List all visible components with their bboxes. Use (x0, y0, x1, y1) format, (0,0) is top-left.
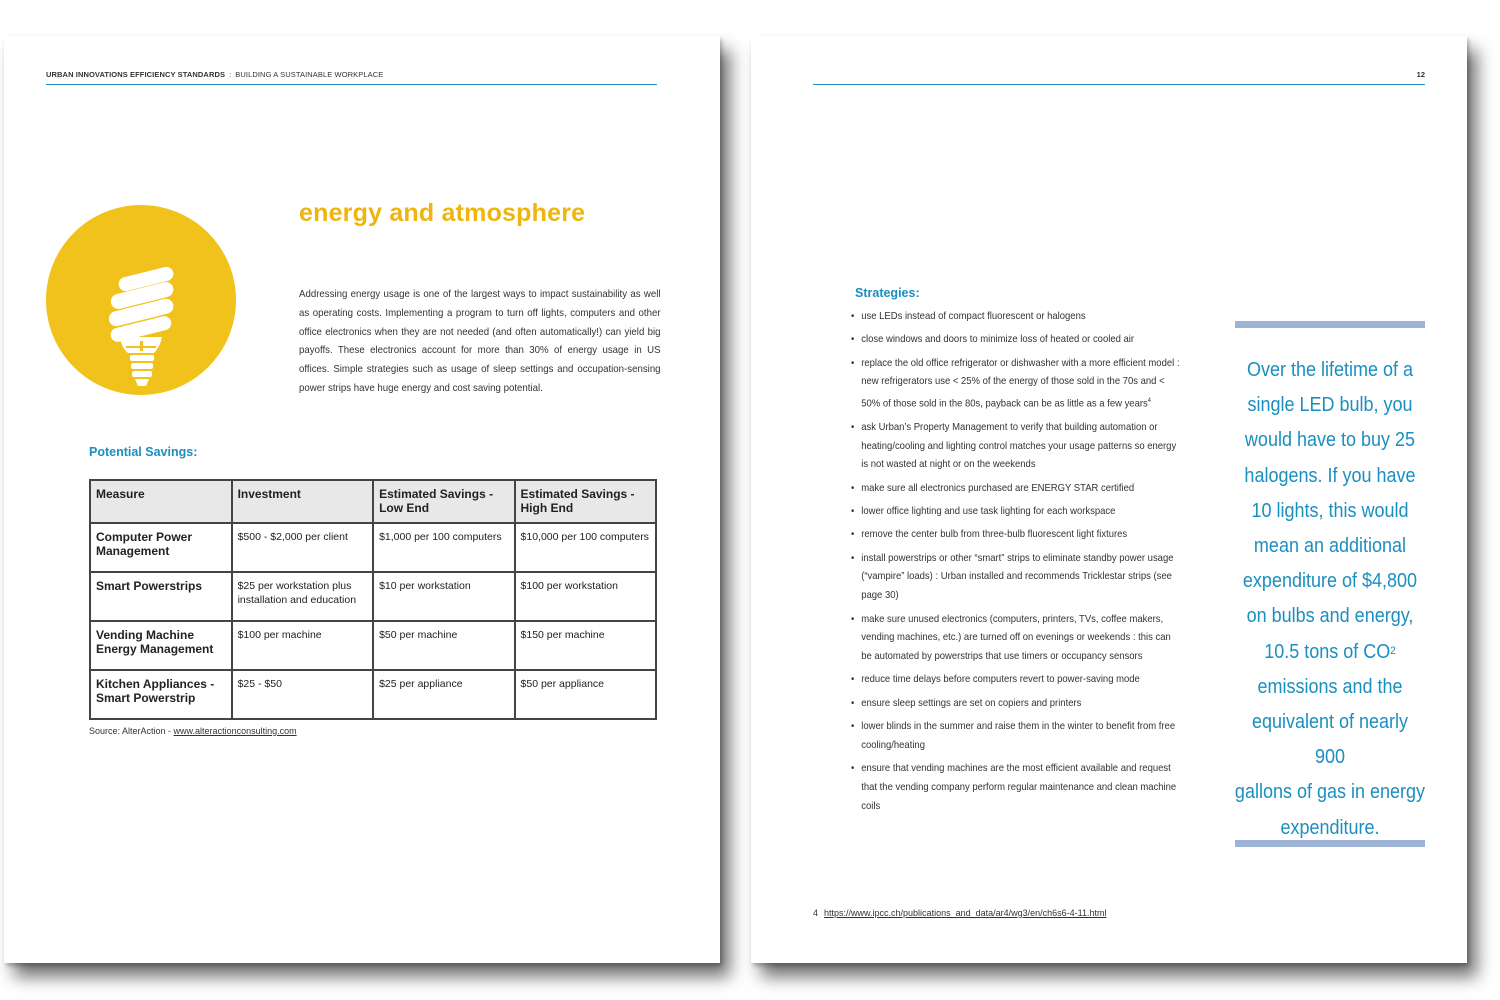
column-header: Estimated Savings - High End (515, 480, 656, 523)
savings-low-cell: $25 per appliance (373, 670, 514, 719)
quote-line: would have to buy 25 (1244, 429, 1416, 452)
quote-line: Over the lifetime of a (1246, 359, 1414, 381)
quote-line: mean an additional (1253, 535, 1407, 558)
potential-savings-heading: Potential Savings: (89, 445, 198, 459)
table-row (90, 621, 656, 670)
strategies-list (851, 308, 1180, 821)
quote-line: equivalent of nearly 900 (1251, 711, 1409, 769)
running-header (46, 70, 657, 85)
table-header-row (90, 480, 656, 523)
savings-high-cell: $100 per workstation (515, 572, 656, 621)
table-row (90, 523, 656, 572)
savings-high-cell: $150 per machine (515, 621, 656, 670)
measure-cell: Vending Machine Energy Management (90, 621, 232, 670)
header-section: BUILDING A SUSTAINABLE WORKPLACE (235, 70, 384, 79)
quote-top-bar (1235, 321, 1425, 328)
quote-line: 10 lights, this would (1251, 499, 1409, 522)
footnote (813, 908, 1107, 918)
list-item: • make sure all electronics purchased are ENERGY STAR certified (851, 480, 1183, 499)
co2-subscript: 2 (1390, 644, 1396, 657)
savings-table (89, 479, 657, 720)
list-item: • ensure that vending machines are the most efficient available and request that the vending company perform regular maintenance and clean machine coils (851, 760, 1183, 816)
list-item: • ask Urban’s Property Management to verify that building automation or heating/cooling and lighting control matches your usage patterns so energy is not wasted at night or on the weekends (851, 419, 1183, 475)
savings-high-cell: $10,000 per 100 computers (515, 523, 656, 572)
list-item: • ensure sleep settings are set on copiers and printers (851, 695, 1183, 714)
savings-high-cell: $50 per appliance (515, 670, 656, 719)
list-item: • use LEDs instead of compact fluorescent or halogens (851, 308, 1183, 327)
document-title: URBAN INNOVATIONS EFFICIENCY STANDARDS (46, 70, 226, 79)
savings-low-cell: $50 per machine (373, 621, 514, 670)
lightbulb-icon (46, 205, 236, 395)
list-item: • reduce time delays before computers revert to power-saving mode (851, 671, 1183, 690)
right-page (751, 36, 1467, 963)
column-header: Investment (232, 480, 374, 523)
intro-paragraph: Addressing energy usage is one of the largest ways to impact sustainability as well as operating costs. Implementing a program to turn off lights, computers and other office electronics when they are not needed (and often automatically!) can yield big payoffs. These electronics account for more than 30% of energy usage in US offices. Simple strategies such as usage of sleep settings and occupation-sensing power strips have huge energy and cost saving potential. (299, 288, 661, 394)
quote-line: emissions and the (1257, 675, 1403, 698)
list-item: • lower office lighting and use task lighting for each workspace (851, 503, 1183, 522)
quote-line: on bulbs and energy, (1246, 605, 1414, 628)
header-separator: : (229, 70, 232, 79)
left-page (4, 36, 720, 963)
measure-cell: Kitchen Appliances - Smart Powerstrip (90, 670, 232, 719)
list-item: • close windows and doors to minimize loss of heated or cooled air (851, 331, 1183, 350)
savings-low-cell: $10 per workstation (373, 572, 514, 621)
column-header: Estimated Savings - Low End (373, 480, 514, 523)
pull-quote (1235, 353, 1425, 846)
measure-cell: Smart Powerstrips (90, 572, 232, 621)
investment-cell: $25 - $50 (232, 670, 374, 719)
table-row (90, 670, 656, 719)
quote-line: expenditure of $4,800 (1242, 570, 1418, 593)
source-link[interactable]: www.alteractionconsulting.com (173, 726, 297, 736)
footnote-link[interactable]: https://www.ipcc.ch/publications_and_data/ar4/wg3/en/ch6s6-4-11.html (824, 908, 1107, 918)
list-item: • install powerstrips or other “smart” strips to eliminate standby power usage (“vampire” loads) : Urban installed and recommends Tricklestar strips (see page 30) (851, 550, 1183, 606)
table-row (90, 572, 656, 621)
strategies-heading: Strategies: (855, 286, 920, 300)
quote-line: expenditure. (1280, 816, 1380, 839)
section-title: energy and atmosphere (299, 199, 586, 227)
column-header: Measure (90, 480, 232, 523)
investment-cell: $500 - $2,000 per client (232, 523, 374, 572)
list-item: • make sure unused electronics (computers, printers, TVs, coffee makers, vending machines, etc.) are turned off on evenings or weekends : this can be automated by powerstrips that use timers or occupancy sensors (851, 611, 1183, 667)
investment-cell: $25 per workstation plus installation and education (232, 572, 374, 621)
quote-line-co2: 10.5 tons of $CO^2$ (1264, 640, 1396, 663)
quote-line: gallons of gas in energy (1234, 781, 1426, 804)
quote-line: single LED bulb, you (1247, 394, 1413, 417)
source-note (89, 726, 297, 736)
page-number: 12 (1416, 70, 1425, 79)
source-label: Source: AlterAction - (89, 726, 174, 736)
list-item: • remove the center bulb from three-bulb fluorescent light fixtures (851, 526, 1183, 545)
savings-low-cell: $1,000 per 100 computers (373, 523, 514, 572)
quote-line: halogens. If you have (1244, 464, 1416, 487)
quote-bottom-bar (1235, 840, 1425, 847)
running-header (813, 70, 1425, 85)
list-item: • lower blinds in the summer and raise them in the winter to benefit from free cooling/heating (851, 718, 1183, 756)
footnote-reference: 4 (1147, 398, 1151, 405)
list-item: • replace the old office refrigerator or dishwasher with a more efficient model : new refrigerators use < 25% of the energy of those sold in the 70s and < 50% of those sold in the 80s, payback can be as little as a few years$^4$ (851, 355, 1183, 415)
investment-cell: $100 per machine (232, 621, 374, 670)
measure-cell: Computer Power Management (90, 523, 232, 572)
footnote-marker: 4 (813, 908, 819, 918)
